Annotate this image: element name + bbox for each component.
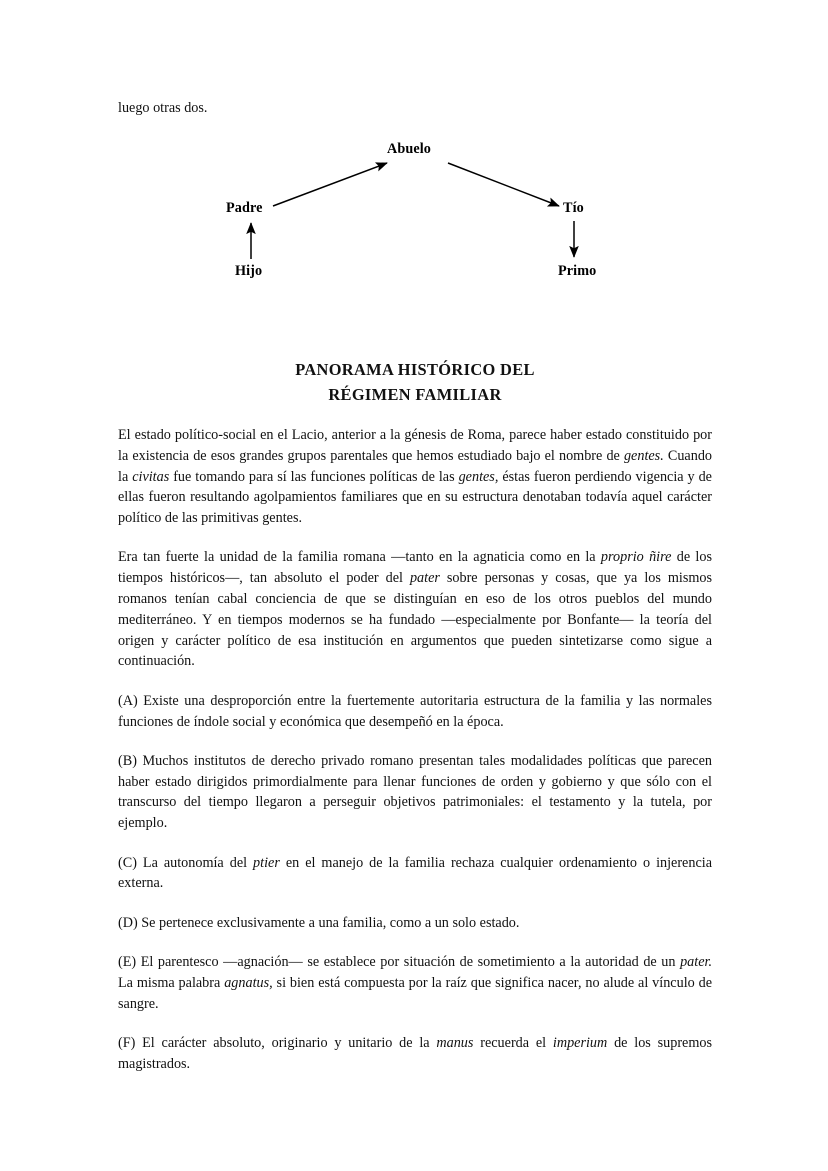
p2-seg-3: sobre personas y cosas, que ya los mismos romanos tenían cabal conciencia de que se distinguían en eso de los otros pueblos del mundo mediterráneo. Y en tiempos modernos se ha fundado —especialmente por Bonfante— la teoría del origen y carácter político de esa institución en argumentos que pueden sintetizarse como sigue a continuación. [118,570,712,670]
paragraph-d [118,913,712,934]
pd-seg-1: (D) Se pertenece exclusivamente a una familia, como a un solo estado. [118,914,520,931]
pe-italic-agnatus: agnatus, [224,974,273,991]
paragraph-1 [118,425,712,529]
pc-seg-1: (C) La autonomía del [118,854,254,871]
diagram-node-hijo: Hijo [235,263,263,279]
pe-seg-1: (E) El parentesco —agnación— se establece por situación de sometimiento a la autoridad de un [118,953,681,970]
pa-seg-1: (A) Existe una desproporción entre la fuertemente autoritaria estructura de la familia y las normales funciones de índole social y económica que desempeñó en la época. [118,692,712,730]
pf-seg-2: recuerda el [473,1034,553,1051]
paragraph-a [118,691,712,733]
pc-seg-2: en el manejo de la familia rechaza cualquier ordenamiento o injerencia externa. [118,854,712,892]
pc-italic-ptier: ptier [253,854,280,871]
section-heading-line-1: PANORAMA HISTÓRICO DEL [295,359,535,379]
pf-seg-1: (F) El carácter absoluto, originario y unitario de la [118,1034,437,1051]
paragraph-c [118,853,712,895]
p2-seg-1: Era tan fuerte la unidad de la familia romana —tanto en la agnaticia como en la [118,549,601,566]
p2-italic-proprio-nire: proprio ñire [600,549,672,566]
pf-seg-3: de los supremos magistrados. [118,1034,712,1072]
pf-italic-imperium: imperium [552,1034,608,1051]
kinship-diagram [118,132,712,292]
diagram-node-primo: Primo [558,263,597,279]
paragraph-e [118,952,712,1014]
section-heading-line-2: RÉGIMEN FAMILIAR [328,385,502,405]
p1-italic-gentes: gentes. [623,447,664,464]
section-heading [118,357,712,408]
diagram-node-abuelo: Abuelo [387,141,431,157]
p1-seg-2: Cuando la [118,447,713,485]
body-text [118,425,712,1074]
p1-seg-4: éstas fueron perdiendo vigencia y de ellas fueron resultando agolpamientos familiares que en su estructura denotaban todavía aquel carácter político de las primitivas gentes. [118,468,712,527]
p1-italic-gentes-2: gentes, [458,468,499,485]
p1-seg-1: El estado político-social en el Lacio, anterior a la génesis de Roma, parece haber estado constituido por la existencia de esos grandes grupos parentales que hemos estudiado bajo el nombre de [118,427,712,464]
pb-seg-1: (B) Muchos institutos de derecho privado romano presentan tales modalidades políticas que parecen haber estado dirigidos primordialmente para llenar funciones de orden y gobierno y que sólo con el transcurso del tiempo llegaron a perseguir objetivos patrimoniales: el testamento y la tutela, por ejemplo. [118,752,712,832]
pe-seg-3: si bien está compuesta por la raíz que significa nacer, no alude al vínculo de sangre. [118,974,712,1012]
intro-line: luego otras dos. [118,100,208,116]
diagram-node-padre: Padre [226,200,263,216]
pf-italic-manus: manus [436,1034,474,1051]
pe-seg-2: La misma palabra [118,974,225,991]
p2-seg-2: de los tiempos históricos—, tan absoluto el poder del [118,549,712,587]
p1-italic-civitas: civitas [132,468,170,485]
paragraph-f [118,1033,712,1075]
p1-seg-3: fue tomando para sí las funciones políticas de las [169,468,459,485]
p2-italic-pater: pater [409,570,440,587]
pe-italic-pater: pater. [680,953,712,970]
paragraph-b [118,751,712,834]
diagram-node-tio: Tío [563,200,584,216]
paragraph-2 [118,547,712,672]
edge-padre-to-abuelo [273,163,387,206]
edge-abuelo-to-tio [448,163,559,206]
